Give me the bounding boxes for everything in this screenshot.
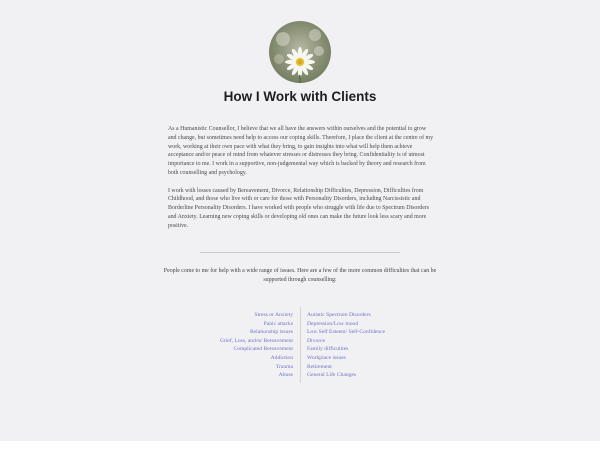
issue-link[interactable]: Family difficulties bbox=[307, 346, 349, 353]
issue-link[interactable]: Grief, Loss, and/or Bereavement bbox=[219, 337, 293, 344]
issue-link[interactable]: Workplace issues bbox=[307, 354, 346, 361]
issue-link[interactable]: Trauma bbox=[275, 363, 293, 370]
daisy-avatar-image bbox=[269, 21, 331, 83]
issue-link[interactable]: Autistic Spectrum Disorders bbox=[307, 312, 371, 318]
issues-lead-text: People come to me for help with a wide range of issues. Here are a few of the more common difficulties that can be supported through counselling: bbox=[163, 268, 437, 283]
issue-link[interactable]: Abuse bbox=[278, 372, 293, 379]
page-title: How I Work with Clients bbox=[223, 89, 377, 104]
issue-link[interactable]: Relationship issues bbox=[249, 329, 293, 336]
issue-link[interactable]: Depression/Low mood bbox=[307, 320, 359, 327]
intro-paragraph-2: I work with losses caused by Bereavement, Divorce, Relationship Difficulties, Depression, Difficulties from Childhood, and those who live with or care for those with Personality Disorders, including Narcissistic and Borderline Personality Disorders. I have worked with people who struggle with life due to Spectrum Disorders and Anxiety. Learning new coping skills or developing old ones can make the future look less scary and more positive. bbox=[168, 187, 430, 229]
issue-link[interactable]: Divorce bbox=[307, 337, 326, 344]
issue-link[interactable]: Panic attacks bbox=[263, 320, 293, 327]
issue-link[interactable]: General Life Changes bbox=[307, 372, 357, 379]
issues-list-left bbox=[220, 311, 293, 380]
issue-link[interactable]: Low Self Esteem/ Self-Confidence bbox=[307, 329, 386, 336]
intro-paragraph-1: As a Humanistic Counsellor, I believe that we all have the answers within ourselves and the potential to grow and change, but sometimes need help to access our coping skills. Therefore, I place the client at the centre of my work, working at their own pace with what they bring, to gain insights into what will help them achieve acceptance and/or peace of mind from whatever stresses or distresses they bring. Confidentiality is of utmost importance to me. I work in a supportive, non-judgemental way which is backed by theory and research from both counselling and psychology. bbox=[168, 126, 434, 176]
issues-lists bbox=[0, 307, 600, 383]
section-divider bbox=[200, 252, 400, 253]
lists-separator bbox=[300, 307, 301, 383]
issue-link[interactable]: Retirement bbox=[307, 363, 332, 370]
issue-link[interactable]: Addiction bbox=[270, 354, 293, 361]
issue-link[interactable]: Complicated Bereavement bbox=[233, 346, 293, 353]
issues-list-right bbox=[307, 311, 385, 380]
intro-text bbox=[168, 125, 434, 239]
issue-link[interactable]: Stress or Anxiety bbox=[254, 312, 293, 318]
